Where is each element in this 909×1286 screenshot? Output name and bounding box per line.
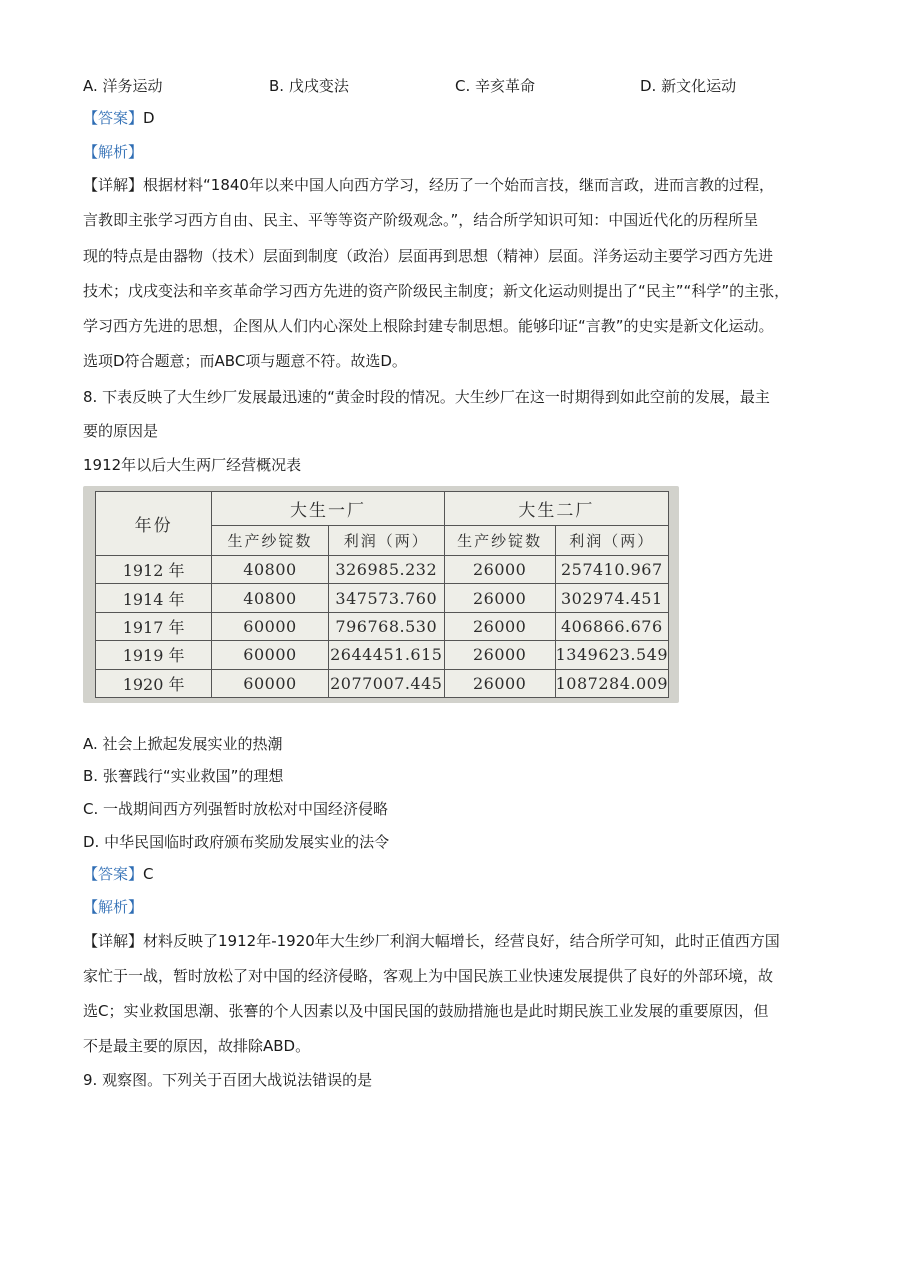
detail-tag: 【详解】 xyxy=(83,932,144,950)
q7-detail-line: 技术；戊戌变法和辛亥革命学习西方先进的资产阶级民主制度；新文化运动则提出了“民主”“科学”的主张， xyxy=(83,282,790,300)
q8-analysis-tag: 【解析】 xyxy=(83,898,144,916)
profit-header: 利润（两） xyxy=(555,526,668,556)
profit-cell: 257410.967 xyxy=(555,556,668,584)
profit-cell: 1349623.549 xyxy=(555,641,668,669)
q7-detail-line: 言教即主张学习西方自由、民主、平等等资产阶级观念。”，结合所学知识可知：中国近代化的历程所呈 xyxy=(83,211,759,229)
q7-option-a: A. 洋务运动 xyxy=(83,77,163,95)
q7-detail-line: 现的特点是由器物（技术）层面到制度（政治）层面再到思想（精神）层面。洋务运动主要学习西方先进 xyxy=(83,247,774,265)
q8-option-a: A. 社会上掀起发展实业的热潮 xyxy=(83,735,283,753)
profit-header: 利润（两） xyxy=(328,526,444,556)
factory-table xyxy=(95,491,669,698)
q7-detail-line: 学习西方先进的思想，企图从人们内心深处上根除封建专制思想。能够印证“言教”的史实是新文化运动。 xyxy=(83,317,774,335)
q8-stem-line: 8. 下表反映了大生纱厂发展最迅速的“黄金时段的情况。大生纱厂在这一时期得到如此空前的发展，最主 xyxy=(83,388,770,406)
q7-option-d: D. 新文化运动 xyxy=(640,77,737,95)
year-cell: 1919 年 xyxy=(96,641,212,669)
q7-detail-line: 选项D符合题意；而ABC项与题意不符。故选D。 xyxy=(83,352,407,370)
q8-detail-line xyxy=(83,931,780,951)
q8-detail-line: 选C；实业救国思潮、张謇的个人因素以及中国民国的鼓励措施也是此时期民族工业发展的重要原因，但 xyxy=(83,1002,769,1020)
profit-cell: 1087284.009 xyxy=(555,669,668,697)
profit-cell: 2077007.445 xyxy=(328,669,444,697)
year-cell: 1920 年 xyxy=(96,669,212,697)
spindles-cell: 26000 xyxy=(444,612,555,640)
year-header: 年份 xyxy=(96,492,212,556)
factory2-header: 大生二厂 xyxy=(444,492,668,526)
q8-answer xyxy=(83,864,154,884)
spindles-cell: 40800 xyxy=(212,584,329,612)
table-photo xyxy=(83,486,679,703)
q7-analysis-tag: 【解析】 xyxy=(83,143,144,161)
answer-value: C xyxy=(143,865,154,883)
q7-detail-line xyxy=(83,175,774,195)
spindles-cell: 26000 xyxy=(444,641,555,669)
profit-cell: 796768.530 xyxy=(328,612,444,640)
factory1-header: 大生一厂 xyxy=(212,492,445,526)
detail-text: 材料反映了1912年-1920年大生纱厂利润大幅增长，经营良好，结合所学可知，此时正值西方国 xyxy=(143,932,780,950)
q7-answer xyxy=(83,108,155,128)
spindles-cell: 60000 xyxy=(212,669,329,697)
spindles-cell: 26000 xyxy=(444,669,555,697)
profit-cell: 326985.232 xyxy=(328,556,444,584)
q8-table-caption: 1912年以后大生两厂经营概况表 xyxy=(83,456,302,474)
profit-cell: 2644451.615 xyxy=(328,641,444,669)
q7-option-b: B. 戊戌变法 xyxy=(269,77,349,95)
year-cell: 1917 年 xyxy=(96,612,212,640)
table-row xyxy=(96,669,669,697)
table-row xyxy=(96,612,669,640)
q8-option-d: D. 中华民国临时政府颁布奖励发展实业的法令 xyxy=(83,833,390,851)
q8-detail-line: 家忙于一战，暂时放松了对中国的经济侵略，客观上为中国民族工业快速发展提供了良好的外部环境，故 xyxy=(83,967,774,985)
answer-tag: 【答案】 xyxy=(83,109,144,127)
answer-value: D xyxy=(143,109,155,127)
profit-cell: 302974.451 xyxy=(555,584,668,612)
table-row xyxy=(96,641,669,669)
year-cell: 1912 年 xyxy=(96,556,212,584)
q7-option-c: C. 辛亥革命 xyxy=(455,77,536,95)
detail-text: 根据材料“1840年以来中国人向西方学习，经历了一个始而言技，继而言政，进而言教的过程， xyxy=(143,176,774,194)
profit-cell: 347573.760 xyxy=(328,584,444,612)
spindles-cell: 60000 xyxy=(212,641,329,669)
spindles-cell: 26000 xyxy=(444,584,555,612)
q8-option-c: C. 一战期间西方列强暂时放松对中国经济侵略 xyxy=(83,800,389,818)
q8-option-b: B. 张謇践行“实业救国”的理想 xyxy=(83,767,284,785)
spindles-cell: 60000 xyxy=(212,612,329,640)
spindles-cell: 40800 xyxy=(212,556,329,584)
answer-tag: 【答案】 xyxy=(83,865,144,883)
detail-tag: 【详解】 xyxy=(83,176,144,194)
table-row xyxy=(96,556,669,584)
spindles-header: 生产纱锭数 xyxy=(444,526,555,556)
table-row xyxy=(96,584,669,612)
spindles-cell: 26000 xyxy=(444,556,555,584)
spindles-header: 生产纱锭数 xyxy=(212,526,329,556)
q9-stem: 9. 观察图。下列关于百团大战说法错误的是 xyxy=(83,1071,373,1089)
year-cell: 1914 年 xyxy=(96,584,212,612)
q8-detail-line: 不是最主要的原因，故排除ABD。 xyxy=(83,1037,311,1055)
q8-stem-line: 要的原因是 xyxy=(83,422,159,440)
profit-cell: 406866.676 xyxy=(555,612,668,640)
